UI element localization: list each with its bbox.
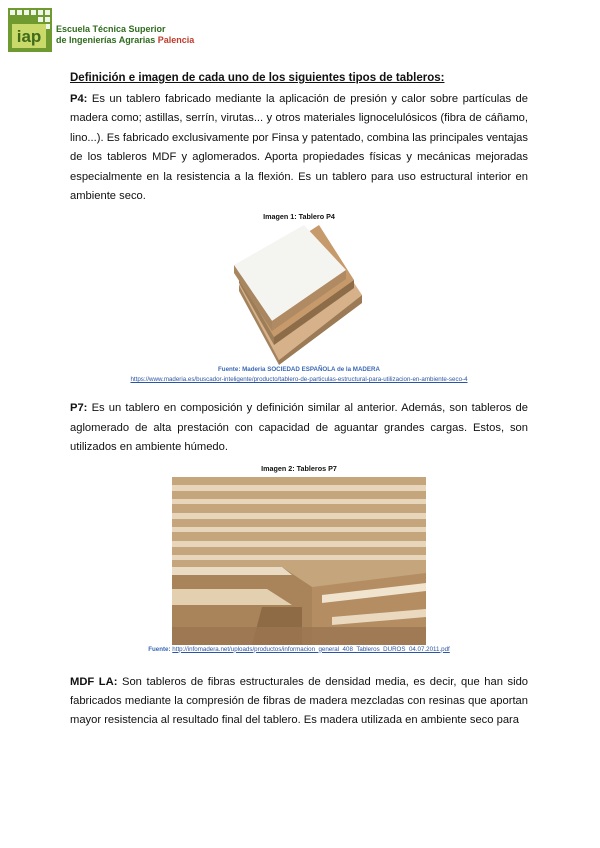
image2-source: [70, 645, 528, 655]
image2-wrap: [70, 477, 528, 645]
mdf-label: MDF LA:: [70, 675, 118, 688]
p4-text: Es un tablero fabricado mediante la aplicación de presión y calor sobre partículas de madera como; astillas, serrín, virutas... y otros materiales lignocelulósicos (fibra de cáñamo, lino...). Es fabricado exclusivamente por Finsa y patentado, combina las principales ventajas de los tableros MDF y aglomerados. Aporta propiedades físicas y mecánicas mejoradas especialmente en la resistencia a la flexión. Es un tablero para uso estructural interior en ambiente seco.: [70, 93, 528, 203]
p7-paragraph: [70, 399, 528, 457]
logo-text: iap: [16, 27, 42, 46]
institution-name: [56, 24, 194, 46]
institution-line2-a: de Ingenierías Agrarias: [56, 35, 156, 45]
image1-source-line: Fuente: Maderia SOCIEDAD ESPAÑOLA de la MADERA: [218, 366, 380, 374]
image2-caption: Imagen 2: Tableros P7: [261, 463, 337, 473]
institution-line1: Escuela Técnica Superior: [56, 24, 166, 34]
p4-label: P4:: [70, 93, 88, 105]
image1-source: [70, 365, 528, 385]
p7-label: P7:: [70, 402, 88, 415]
image1-wrap: [70, 225, 528, 365]
p7-boards-image: [172, 477, 426, 645]
p4-board-image: [234, 225, 364, 365]
mdf-text: Son tableros de fibras estructurales de densidad media, es decir, que han sido fabricados mediante la compresión de fibras de madera mezcladas con resinas que aportan mayor resistencia al resultado final del tablero. Es madera utilizada en ambiente seco para: [70, 675, 529, 727]
image1-source-link[interactable]: https://www.maderia.es/buscador-inteligente/producto/tablero-de-particulas-estructural-para-utilizacion-en-ambiente-seco-4: [130, 376, 468, 384]
institution-city: Palencia: [157, 35, 195, 45]
image1-caption: Imagen 1: Tablero P4: [263, 212, 335, 222]
p7-text: Es un tablero en composición y definición similar al anterior. Además, son tableros de aglomerado de alta prestación con capacidad de aguantar grandes cargas. Estos, son utilizados en ambiente húmedo.: [70, 402, 528, 454]
document-body: [70, 70, 528, 731]
mdf-paragraph: [70, 673, 528, 731]
image2-source-label: Fuente:: [148, 645, 171, 653]
institution-logo: [8, 8, 52, 52]
image2-source-link[interactable]: http://infomadera.net/uploads/productos/informacion_general_408_Tableros_DUROS_04.07.2011.pdf: [172, 645, 450, 653]
institution-line2: [56, 35, 194, 46]
p4-paragraph: [70, 90, 528, 206]
section-heading: Definición e imagen de cada uno de los siguientes tipos de tableros:: [70, 72, 445, 84]
